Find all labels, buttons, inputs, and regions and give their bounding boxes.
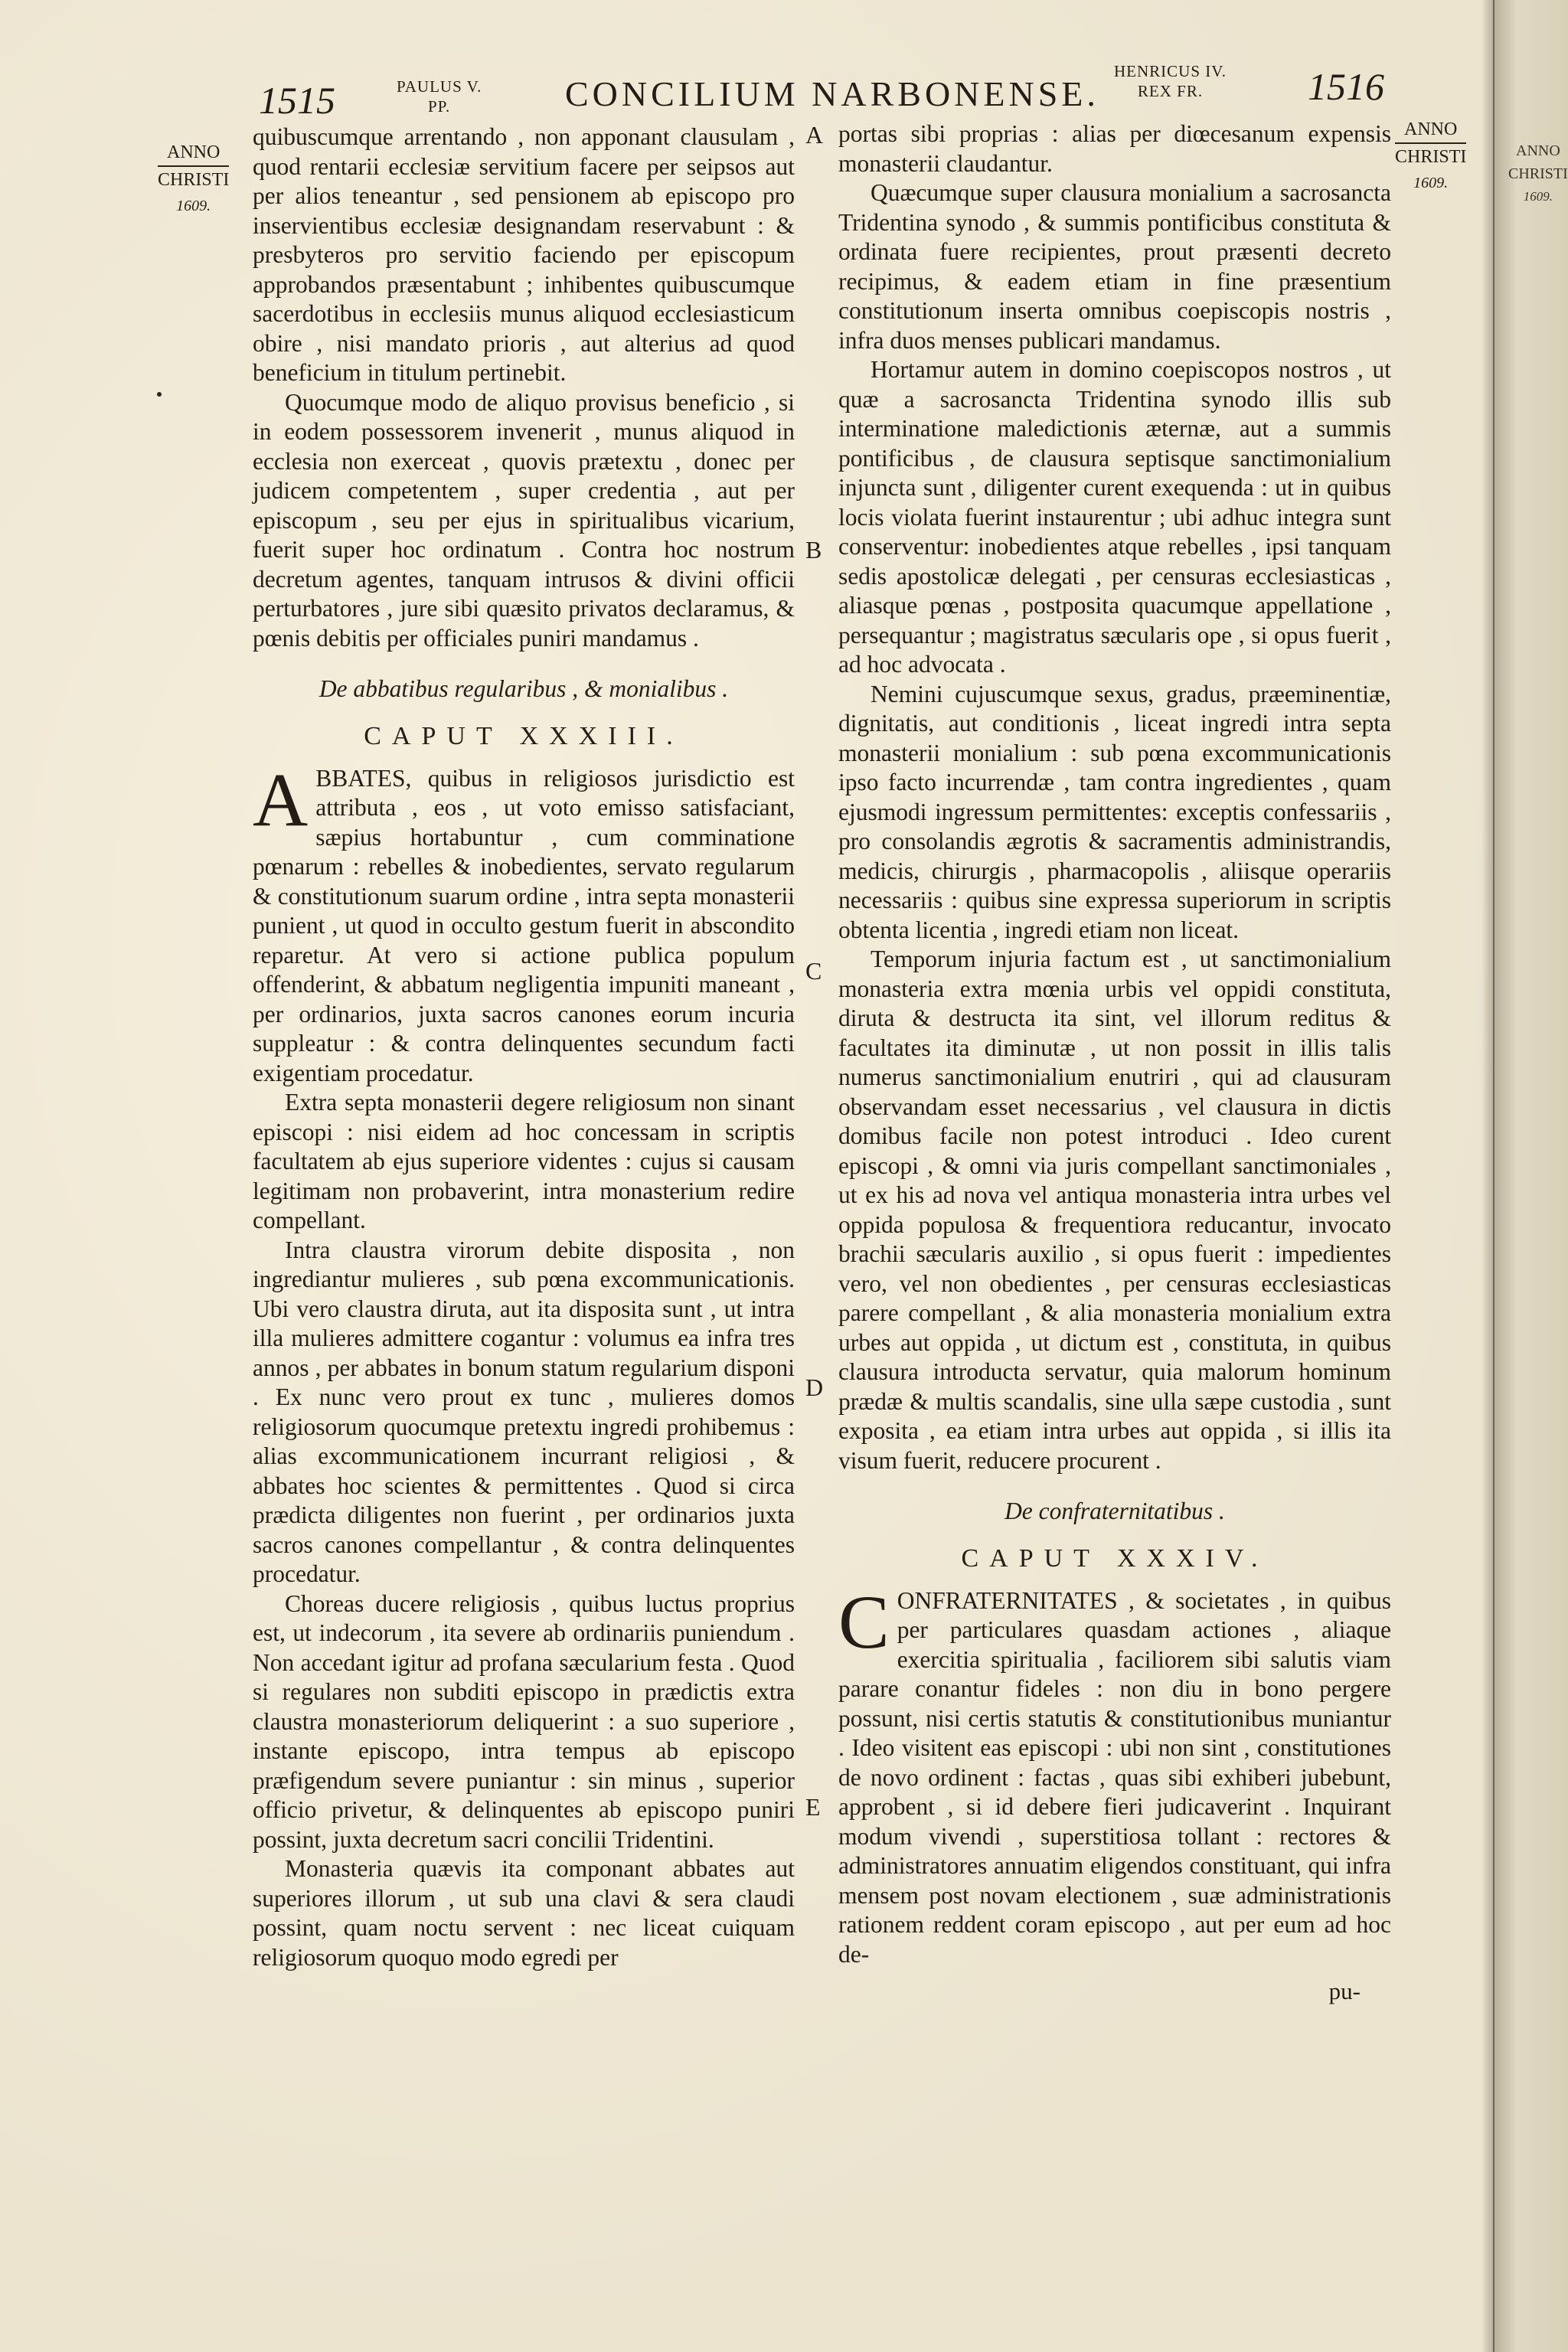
anno-christi-edge bbox=[1508, 139, 1568, 208]
christi-word: CHRISTI bbox=[1508, 165, 1568, 182]
anno-word: ANNO bbox=[1395, 116, 1466, 144]
paragraph-text: BBATES, quibus in religiosos jurisdictio est attributa , eos , ut voto emisso satisfaciant, sæpius hortabuntur , cum comminatione pœnarum : rebelles & inobedientes, servato regularum & constitutionum suarum ordine , intra septa monasterii punient , ut quod in occulto gestum fuerit in abscondito reparetur. At vero si actione publica populum offenderint, & abbatum negligentia impuniti maneant , per ordinarios, juxta sacros canones eorum incuria suppleatur : & contra delinquentes secundum facti exigentiam procedatur. bbox=[253, 764, 795, 1086]
anno-christi-right bbox=[1395, 116, 1466, 196]
anno-year: 1609. bbox=[1523, 189, 1553, 204]
anno-christi-left bbox=[158, 139, 229, 219]
paragraph: Intra claustra virorum debite disposita , non ingrediantur mulieres , sub pœna excommunicationis. Ubi vero claustra diruta, aut ita disposita sunt , ut intra illa mulieres admittere cogantur : volumus ea infra tres annos , per abbates in bonum statum regularium disponi . Ex nunc vero prout ex tunc , mulieres domos religiosorum quocumque pretextu ingredi prohibemus : alias excommunicationem incurrant religiosi , & abbates hoc scientes & permittentes . Quod si circa prædicta diligentes non fuerint , per ordinarios juxta sacros canones compellantur , & contra delinquentes procedatur. bbox=[253, 1236, 795, 1587]
margin-letter-b: B bbox=[805, 536, 822, 564]
king-name: HENRICUS IV. bbox=[1114, 62, 1227, 80]
paragraph-text: ONFRATERNITATES , & societates , in quibus per particulares quasdam actiones , aliaque exercitia spiritualia , faciliorem sibi salutis viam parare conantur fideles : non diu in bono pergere possunt, nisi certis statutis & constitutionibus muniantur . Ideo visitent eas episcopi : ubi non sint , constitutiones de novo ordinent : factas , quas sibi exhiberi jubebunt, approbent , si id debere fieri judicaverint . Inquirant modum vivendi , superstitiosa tollant : rectores & administratores annuatim eligendos constituant, qui infra mensem post novam electionem , suæ administrationis rationem reddent coram episcopo , aut per eum ad hoc de- bbox=[838, 1586, 1391, 1968]
pope-heading bbox=[397, 77, 482, 116]
margin-letter-a: A bbox=[805, 121, 824, 149]
anno-year: 1609. bbox=[1413, 175, 1449, 191]
paragraph: Extra septa monasterii degere religiosum non sinant episcopi : nisi eidem ad hoc concessam in scriptis facultatem ab ejus superiore videntes : cujus si causam legitimam non probaverint, intra monasterium redire compellant. bbox=[253, 1089, 795, 1233]
page-number-right: 1516 bbox=[1308, 65, 1384, 108]
margin-dot bbox=[157, 392, 162, 397]
paragraph-with-initial bbox=[253, 756, 795, 1089]
catchword: pu- bbox=[1328, 1978, 1361, 2004]
chapter-heading: CAPUT XXXIII. bbox=[364, 722, 684, 750]
pope-name: PAULUS V. bbox=[397, 77, 482, 96]
anno-word: ANNO bbox=[158, 139, 229, 167]
paragraph: Quocumque modo de aliquo provisus beneficio , si in eodem possessorem invenerit , munus aliquod in ecclesia non exerceat , quovis prætextu , donec per judicem competentem , super credentia , aut per episcopum , seu per ejus in spiritualibus vicarium, fuerit super hoc ordinatum . Contra hoc nostrum decretum agentes, tanquam intrusos & divini officii perturbatores , jure sibi quæsito privatos declaramus, & pœnis debitis per officiales puniri mandamus . bbox=[253, 388, 795, 652]
anno-word: ANNO bbox=[1516, 142, 1560, 159]
section-subheading: De confraternitatibus . bbox=[1004, 1498, 1225, 1524]
left-column bbox=[253, 122, 795, 1972]
christi-word: CHRISTI bbox=[158, 170, 230, 190]
paragraph: Hortamur autem in domino coepiscopos nostros , ut quæ a sacrosancta Tridentina synodo illis sub interminatione maledictionis æternæ, aut a summis pontificibus , de clausura septisque sanctimonialium injuncta sunt , diligenter curent exequenda : ut in quibus locis violata fuerint instaurentur ; ubi adhuc integra sunt conserventur: inobedientes atque rebelles , ipsi tanquam sedis apostolicæ delegati , per censuras ecclesiasticas , aliasque pœnas , postposita quacumque appellatione , persequantur ; magistratus sæcularis ope , si opus fuerit , ad hoc advocata . bbox=[838, 356, 1391, 678]
paragraph: Quæcumque super clausura monialium a sacrosancta Tridentina synodo , & summis pontificibus constituta & ordinata fuere recipientes, prout præsenti decreto recipimus, & eadem etiam in fine præsentium constitutionum inserta omnibus coepiscopis nostris , infra duos menses publicari mandamus. bbox=[838, 179, 1391, 354]
paragraph: Temporum injuria factum est , ut sanctimonialium monasteria extra mœnia urbis vel oppidi constituta, diruta & destructa ita sint, vel illorum reditus & facultates ita diminutæ , ut non possit in illis talis numerus sanctimonialium enutriri , qui ad clausuram observandam esset necessarius , vel clausura in dictis domibus facile non potest introduci . Ideo curent episcopi , & omni via juris compellant sanctimoniales , ut ex his ad nova vel antiqua monasteria intra urbes vel oppida populosa & frequentiora reducantur, invocato brachii sæcularis auxilio , si opus fuerit : impedientes vero, vel non obedientes , per censuras ecclesiasticas parere compellant , & alia monasteria monialium extra urbes aut oppida , ut dictum est , constituta, in quibus clausura introducta servatur, quia malorum hominum prædæ & multis scandalis, sine ulla sæpe custodia , sunt exposita , ea etiam intra urbes aut oppida , si illis ita visum fuerit, reducere procurent . bbox=[838, 946, 1391, 1474]
chapter-heading: CAPUT XXXIV. bbox=[961, 1544, 1269, 1573]
drop-cap: C bbox=[838, 1579, 890, 1664]
paragraph: Nemini cujuscumque sexus, gradus, præeminentiæ, dignitatis, aut conditionis , liceat ingredi intra septa monasterii monialium : sub pœna excommunicationis ipso facto incurrendæ , tam contra ingredientes , quam ejusmodi ingressum permittentes: exceptis confessariis , pro consolandis ægrotis & sacramentis administrandis, medicis, chirurgis , pharmacopolis , aliisque operariis necessariis : quibus sine expressa superiorum in scriptis obtenta licentia , ingredi etiam non liceat. bbox=[838, 680, 1391, 943]
section-subheading: De abbatibus regularibus , & monialibus . bbox=[318, 675, 729, 702]
page-number-left: 1515 bbox=[259, 79, 335, 122]
running-title: CONCILIUM NARBONENSE. bbox=[565, 74, 1099, 113]
next-page-edge bbox=[1493, 0, 1568, 2352]
anno-year: 1609. bbox=[176, 198, 211, 214]
right-column bbox=[838, 119, 1391, 2007]
margin-letter-e: E bbox=[805, 1793, 821, 1821]
pope-title: PP. bbox=[428, 97, 451, 116]
paragraph: Choreas ducere religiosis , quibus luctus proprius est, ut indecorum , ita severe ab ordinariis puniendum . Non accedant igitur ad profana sæcularium festa . Quod si regulares non subditi episcopo in prædictis extra claustra monasteriorum deliquerint : a suo superiore , instante episcopo, intra tempus ab episcopo præfigendum severe puniantur : sin minus , superior officio privetur, & delinquentes ab episcopo puniri possint, juxta decretum sacri concilii Tridentini. bbox=[253, 1589, 795, 1853]
paragraph: portas sibi proprias : alias per diœcesanum expensis monasterii claudantur. bbox=[838, 120, 1391, 177]
paragraph: quibuscumque arrentando , non apponant clausulam , quod rentarii ecclesiæ servitium facere per seipsos aut per alios teneantur , sed pensionem ab episcopo pro inservientibus ecclesiæ designandam reservabunt : & presbyteros pro servitio faciendo per episcopum approbandos præsentabunt ; inhibentes quibuscumque sacerdotibus in ecclesiis munus aliquod ecclesiasticum obire , nisi mandato prioris , aut alterius ad quod beneficium in titulum pertinebit. bbox=[253, 123, 795, 386]
king-title: REX FR. bbox=[1137, 82, 1204, 100]
christi-word: CHRISTI bbox=[1395, 147, 1467, 167]
king-heading bbox=[1114, 61, 1227, 101]
margin-letter-c: C bbox=[805, 957, 822, 985]
drop-cap: A bbox=[253, 756, 309, 842]
paragraph-with-initial bbox=[838, 1579, 1391, 1970]
paragraph: Monasteria quævis ita componant abbates aut superiores illorum , ut sub una clavi & sera claudi possint, quam noctu servent : nec liceat cuiquam religiosorum quoquo modo egredi per bbox=[253, 1855, 795, 1971]
margin-letter-d: D bbox=[805, 1374, 824, 1401]
